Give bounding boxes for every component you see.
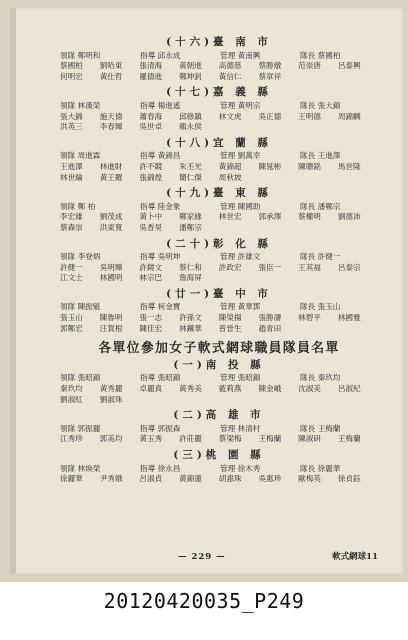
roster-name: 黃錦昌 <box>157 151 181 161</box>
roster-role-name <box>140 373 220 384</box>
roster-name: 林進財 <box>99 161 123 171</box>
roster-role: 領隊 <box>60 201 76 211</box>
roster-name: 陳淑研 <box>298 434 321 444</box>
roster-name: 徐麗華 <box>317 463 341 473</box>
roster-name: 陳聰銘 <box>298 161 321 171</box>
roster-name: 郭振森 <box>157 423 181 433</box>
roster-name: 王梅蘭 <box>317 423 341 433</box>
roster-name: 許鏡文 <box>139 262 163 272</box>
roster-name: 林世宏 <box>218 212 242 222</box>
roster-role-name <box>60 252 140 263</box>
roster-name: 江文士 <box>60 273 83 283</box>
team-section <box>60 450 378 485</box>
roster-role: 隊長 <box>300 302 316 312</box>
image-caption: 20120420035_P249 <box>103 589 305 613</box>
roster-role-name <box>220 51 300 62</box>
roster-row <box>60 313 378 324</box>
roster-role: 指導 <box>140 302 156 312</box>
team-section <box>60 37 378 82</box>
roster-name: 徐永昌 <box>157 463 181 473</box>
roster-name: 潘鄭宗 <box>317 201 341 211</box>
roster-name: 林國明 <box>99 273 123 283</box>
roster-name: 鄭 柏 <box>77 201 96 211</box>
roster-name: 張一志 <box>139 313 163 323</box>
roster-role: 領隊 <box>60 100 76 110</box>
roster-role-name <box>220 202 300 213</box>
roster-role-name <box>300 252 378 263</box>
roster-name: 許健一 <box>317 252 341 262</box>
roster-row <box>60 101 378 112</box>
roster-name: 黃信仁 <box>218 71 242 81</box>
roster-role-name <box>220 373 300 384</box>
roster-name: 何明宏 <box>60 71 83 81</box>
roster-name: 林鐵華 <box>179 323 202 333</box>
roster-name: 周秋坡 <box>218 172 242 182</box>
roster-name: 張昭錦 <box>237 373 261 383</box>
roster-name: 徐木秀 <box>237 463 261 473</box>
roster-name: 黃玉秀 <box>139 434 163 444</box>
roster-role: 隊長 <box>300 201 316 211</box>
page-content <box>60 32 378 572</box>
roster-role: 指導 <box>140 252 156 262</box>
roster-name: 蔡權明 <box>298 212 321 222</box>
roster-name: 張臣一 <box>258 262 282 272</box>
roster-name: 王進澤 <box>317 151 341 161</box>
roster-name: 賴永侯 <box>179 122 202 132</box>
roster-role-name <box>300 464 378 475</box>
roster-row <box>60 51 378 62</box>
roster-name: 秦玖均 <box>60 384 83 394</box>
roster-name: 吳世卓 <box>139 122 163 132</box>
roster-role-name <box>60 302 140 313</box>
roster-role: 隊長 <box>300 373 316 383</box>
roster-name: 吳明輝 <box>99 262 123 272</box>
roster-name: 黃明宗 <box>237 100 261 110</box>
roster-role: 領隊 <box>60 423 76 433</box>
team-section-title: (三)桃 園 縣 <box>173 449 265 461</box>
roster-row <box>60 61 378 72</box>
roster-name: 黃仕哲 <box>99 71 123 81</box>
roster-role: 隊長 <box>300 252 316 262</box>
roster-row <box>60 112 378 123</box>
roster-name: 許不競 <box>139 161 163 171</box>
roster-name: 蔡勝燉 <box>258 61 282 71</box>
roster-name: 張昭錦 <box>157 373 181 383</box>
roster-role-name <box>300 151 378 162</box>
roster-row <box>60 373 378 384</box>
roster-name: 黃朝進 <box>179 61 202 71</box>
roster-role: 指導 <box>140 100 156 110</box>
roster-row <box>60 464 378 475</box>
roster-name: 劉淑紅 <box>60 394 83 404</box>
roster-name: 邱永成 <box>157 50 181 60</box>
roster-name: 郭鄭宏 <box>60 323 83 333</box>
roster-name: 鄭坤釗 <box>179 71 202 81</box>
roster-name: 洪英三 <box>60 122 83 132</box>
roster-name: 馬世隆 <box>337 161 361 171</box>
roster-name: 黃南興 <box>237 50 261 60</box>
book-title: 軟式網球11 <box>332 552 378 562</box>
roster-name: 洪東寬 <box>99 222 123 232</box>
roster-row <box>60 223 378 234</box>
roster-name: 劉淑珠 <box>99 394 123 404</box>
roster-role-name <box>220 464 300 475</box>
roster-name: 陳振魁 <box>77 302 101 312</box>
roster-row <box>60 72 378 83</box>
roster-name: 呂泰興 <box>337 61 361 71</box>
roster-role: 管理 <box>220 252 236 262</box>
roster-role-name <box>60 151 140 162</box>
roster-role-name <box>60 51 140 62</box>
roster-role-name <box>300 101 378 112</box>
team-section-title: (十八)宜 蘭 縣 <box>166 136 272 149</box>
roster-name: 張大錦 <box>317 100 341 110</box>
roster-role-name <box>300 202 378 213</box>
roster-name: 吳惠珍 <box>258 474 282 484</box>
roster-role: 隊長 <box>300 423 316 433</box>
roster-name: 許雄文 <box>237 252 261 262</box>
roster-role: 領隊 <box>60 252 76 262</box>
roster-name: 林清村 <box>237 423 261 433</box>
roster-name: 蔡章祥 <box>258 71 282 81</box>
roster-name: 蕭春海 <box>139 111 163 121</box>
roster-name: 許政宏 <box>218 262 242 272</box>
roster-role: 隊長 <box>300 463 316 473</box>
roster-name: 江秀珍 <box>60 434 83 444</box>
roster-name: 詹海屏 <box>179 273 202 283</box>
roster-role-name <box>300 302 378 313</box>
roster-row <box>60 122 378 133</box>
roster-name: 張玉山 <box>317 302 341 312</box>
roster-role: 領隊 <box>60 151 76 161</box>
roster-role-name <box>220 151 300 162</box>
roster-name: 陸金象 <box>157 201 181 211</box>
roster-name: 張錦煌 <box>139 172 163 182</box>
men-team-rosters <box>60 37 378 334</box>
roster-name: 林宗巴 <box>139 273 163 283</box>
team-section <box>60 87 378 132</box>
roster-name: 黃華鄧 <box>237 302 261 312</box>
roster-name: 吳正德 <box>258 111 282 121</box>
roster-name: 蔡梁梅 <box>218 434 242 444</box>
roster-name: 鄭明和 <box>77 50 101 60</box>
roster-name: 張昭錦 <box>77 373 101 383</box>
roster-name: 張清海 <box>139 61 163 71</box>
roster-row <box>60 273 378 284</box>
roster-name: 陳佳宏 <box>139 323 163 333</box>
roster-name: 胡惠珠 <box>218 474 242 484</box>
roster-name: 徐麗華 <box>60 474 83 484</box>
roster-name: 范崇唐 <box>298 61 321 71</box>
roster-name: 王進澤 <box>60 161 83 171</box>
roster-row <box>60 474 378 485</box>
roster-role-name <box>140 202 220 213</box>
roster-role: 管理 <box>220 463 236 473</box>
roster-role-name <box>140 51 220 62</box>
roster-name: 李宏雄 <box>60 212 83 222</box>
roster-name: 歐梅英 <box>298 474 321 484</box>
roster-name: 曾晉生 <box>218 323 242 333</box>
roster-role-name <box>300 373 378 384</box>
roster-name: 林漢榮 <box>77 100 101 110</box>
roster-name: 呂泰宗 <box>337 262 361 272</box>
roster-name: 柯金寶 <box>157 302 181 312</box>
roster-name: 陳魯明 <box>99 313 123 323</box>
team-section-title: (十六)臺 南 市 <box>166 36 272 48</box>
women-team-rosters <box>60 360 378 485</box>
roster-name: 陳榮揚 <box>218 313 242 323</box>
team-section <box>60 239 378 284</box>
roster-role-name <box>60 101 140 112</box>
paper-sheet <box>10 8 404 574</box>
roster-name: 蔡森崇 <box>60 222 83 232</box>
roster-row <box>60 395 378 406</box>
roster-name: 許莊麗 <box>179 434 202 444</box>
roster-role-name <box>220 101 300 112</box>
roster-role-name <box>220 302 300 313</box>
roster-role: 指導 <box>140 151 156 161</box>
roster-name: 簡仁傑 <box>179 172 202 182</box>
roster-row <box>60 173 378 184</box>
roster-name: 林世綸 <box>60 172 83 182</box>
roster-row <box>60 212 378 223</box>
roster-name: 朱丕光 <box>179 161 202 171</box>
roster-name: 劉茂成 <box>99 212 123 222</box>
roster-name: 陳金峨 <box>258 384 282 394</box>
roster-row <box>60 434 378 445</box>
roster-name: 郭承澤 <box>258 212 282 222</box>
roster-role: 管理 <box>220 50 236 60</box>
roster-role: 管理 <box>220 302 236 312</box>
roster-role-name <box>60 373 140 384</box>
roster-name: 吳明坤 <box>157 252 181 262</box>
roster-name: 潘鄭宗 <box>179 222 202 232</box>
roster-role-name <box>220 252 300 263</box>
roster-name: 卓麗真 <box>139 384 163 394</box>
roster-name: 蔡國柏 <box>317 50 341 60</box>
roster-name: 蔡仁和 <box>179 262 202 272</box>
team-section <box>60 188 378 233</box>
roster-name: 尹秀娥 <box>99 474 123 484</box>
roster-name: 林國雅 <box>337 313 361 323</box>
roster-name: 許孫文 <box>179 313 202 323</box>
roster-role: 指導 <box>140 423 156 433</box>
roster-name: 王梅蘭 <box>337 434 361 444</box>
roster-name: 黃王羅 <box>99 172 123 182</box>
roster-name: 呂淑貞 <box>139 474 163 484</box>
roster-row <box>60 263 378 274</box>
roster-name: 張大錦 <box>60 111 83 121</box>
roster-name: 鄭家緣 <box>179 212 202 222</box>
team-section-title: (一)南 投 縣 <box>173 358 265 371</box>
roster-name: 藍莉燕 <box>218 384 242 394</box>
roster-name: 郭振麗 <box>77 423 101 433</box>
roster-name: 黃錦超 <box>218 161 242 171</box>
roster-role-name <box>140 101 220 112</box>
roster-name: 王其福 <box>298 262 321 272</box>
team-section <box>60 360 378 405</box>
roster-role: 管理 <box>220 201 236 211</box>
roster-row <box>60 252 378 263</box>
roster-row <box>60 302 378 313</box>
roster-role: 隊長 <box>300 50 316 60</box>
roster-role: 領隊 <box>60 50 76 60</box>
roster-name: 劉哈東 <box>99 61 123 71</box>
roster-name: 王梅蘭 <box>258 434 282 444</box>
roster-name: 李春輝 <box>99 122 123 132</box>
roster-name: 汪賀根 <box>99 323 123 333</box>
roster-role: 管理 <box>220 151 236 161</box>
roster-role: 管理 <box>220 373 236 383</box>
roster-role: 指導 <box>140 463 156 473</box>
roster-name: 郭美均 <box>99 434 123 444</box>
roster-name: 高德慈 <box>218 61 242 71</box>
roster-role: 隊長 <box>300 100 316 110</box>
roster-row <box>60 324 378 335</box>
team-section <box>60 138 378 183</box>
roster-name: 邱修鎮 <box>179 111 202 121</box>
roster-role: 隊長 <box>300 151 316 161</box>
team-section-title: (十七)嘉 義 縣 <box>166 86 272 99</box>
roster-role: 領隊 <box>60 302 76 312</box>
roster-name: 林碧平 <box>298 313 321 323</box>
roster-name: 李登炳 <box>77 252 101 262</box>
roster-name: 陳國助 <box>237 201 261 211</box>
roster-name: 呂淑紀 <box>337 384 361 394</box>
roster-role-name <box>60 464 140 475</box>
roster-name: 沈淑美 <box>298 384 321 394</box>
roster-role-name <box>220 424 300 435</box>
roster-name: 張玉山 <box>60 313 83 323</box>
roster-role-name <box>140 151 220 162</box>
roster-name: 徐貞鈺 <box>337 474 361 484</box>
roster-name: 周進霖 <box>77 151 101 161</box>
roster-role: 管理 <box>220 100 236 110</box>
roster-name: 羅德進 <box>139 71 163 81</box>
roster-name: 王明德 <box>298 111 321 121</box>
roster-name: 林焕榮 <box>77 463 101 473</box>
roster-name: 張勝濤 <box>258 313 282 323</box>
roster-name: 蔡國柏 <box>60 61 83 71</box>
roster-name: 黃秀美 <box>179 384 202 394</box>
roster-role-name <box>300 424 378 435</box>
team-section-title: (二)高 雄 市 <box>173 409 265 422</box>
team-section-title: (二十)彰 化 縣 <box>166 237 272 250</box>
roster-role: 指導 <box>140 50 156 60</box>
roster-name: 趙青田 <box>258 323 282 333</box>
roster-name: 黃錦蓮 <box>179 474 202 484</box>
roster-role-name <box>300 51 378 62</box>
roster-name: 劉萬幸 <box>237 151 261 161</box>
roster-row <box>60 384 378 395</box>
roster-name: 秦玖均 <box>317 373 341 383</box>
roster-role-name <box>140 302 220 313</box>
roster-name: 吳香昊 <box>139 222 163 232</box>
team-section-title: (十九)臺 東 縣 <box>166 187 272 200</box>
roster-role-name <box>140 464 220 475</box>
roster-role: 領隊 <box>60 463 76 473</box>
roster-role-name <box>140 252 220 263</box>
women-roster-heading: 各單位參加女子軟式網球職員隊員名單 <box>98 341 340 357</box>
roster-name: 劉德沛 <box>337 212 361 222</box>
roster-name: 林文虎 <box>218 111 242 121</box>
roster-row <box>60 424 378 435</box>
team-section <box>60 289 378 334</box>
page-number: — 229 — <box>178 552 226 562</box>
roster-name: 許健一 <box>60 262 83 272</box>
roster-role-name <box>140 424 220 435</box>
roster-name: 黃卜中 <box>139 212 163 222</box>
roster-role-name <box>60 424 140 435</box>
roster-role-name <box>60 202 140 213</box>
roster-name: 施天德 <box>99 111 123 121</box>
roster-row <box>60 202 378 213</box>
roster-name: 黃秀麗 <box>99 384 123 394</box>
team-section-title: (廿一)臺 中 市 <box>166 287 272 300</box>
roster-name: 陳晁彬 <box>258 161 282 171</box>
roster-role: 指導 <box>140 201 156 211</box>
roster-role: 領隊 <box>60 373 76 383</box>
roster-name: 周錦麟 <box>337 111 361 121</box>
roster-role: 管理 <box>220 423 236 433</box>
roster-row <box>60 162 378 173</box>
team-section <box>60 410 378 445</box>
roster-name: 楊進遙 <box>157 100 181 110</box>
roster-role: 指導 <box>140 373 156 383</box>
roster-row <box>60 151 378 162</box>
